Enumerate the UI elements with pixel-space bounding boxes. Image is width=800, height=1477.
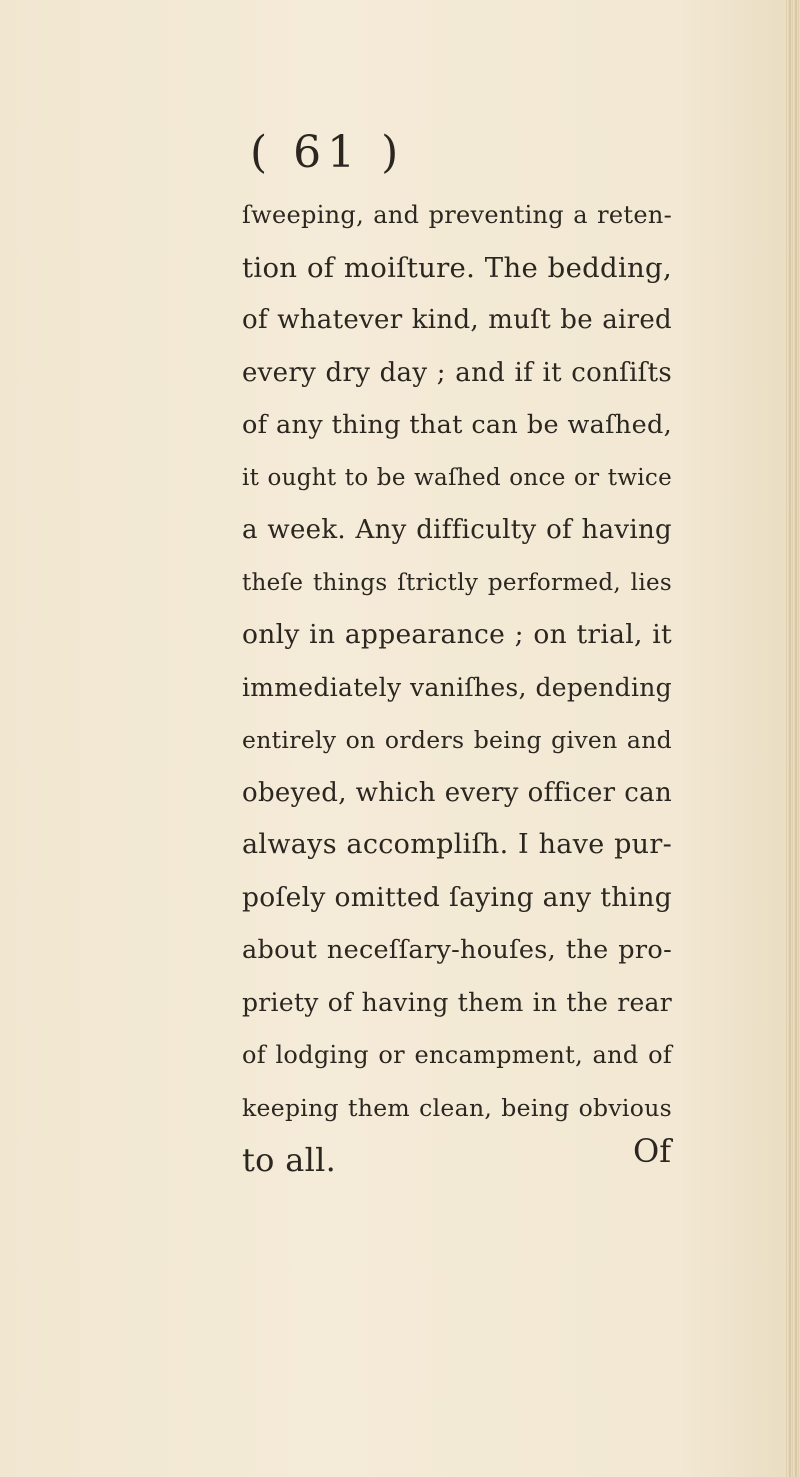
text-line: a week. Any difficulty of having [242,515,672,545]
text-line: priety of having them in the rear [242,987,672,1017]
text-line: every dry day ; and if it conſiſts [242,357,672,388]
body-text [242,189,672,1187]
text-line: keeping them clean, being obvious [242,1093,672,1122]
text-line: of whatever kind, muſt be aired [242,305,672,335]
text-line: about neceſſary-houſes, the pro- [242,935,672,965]
text-line: entirely on orders being given and [242,726,672,754]
text-line: only in appearance ; on trial, it [242,619,672,650]
text-line: ſweeping, and preventing a reten- [242,201,672,229]
text-line: poſely omitted ſaying any thing [242,881,672,913]
text-line: of any thing that can be waſhed, [242,410,672,440]
page-number: ( 61 ) [250,127,405,178]
text-line: obeyed, which every officer can [242,777,672,808]
catchword: Of [633,1132,672,1170]
text-line: tion of moiſture. The bedding, [242,251,672,284]
text-line: always accompliſh. I have pur- [242,829,672,860]
text-line: immediately vaniſhes, depending [242,672,672,702]
text-line: it ought to be waſhed once or twice [242,464,672,491]
page-edge [786,0,800,1477]
text-line: to all. [242,1141,337,1179]
text-line: of lodging or encampment, and of [242,1041,672,1069]
text-line: theſe things ſtrictly performed, lies [242,569,672,596]
